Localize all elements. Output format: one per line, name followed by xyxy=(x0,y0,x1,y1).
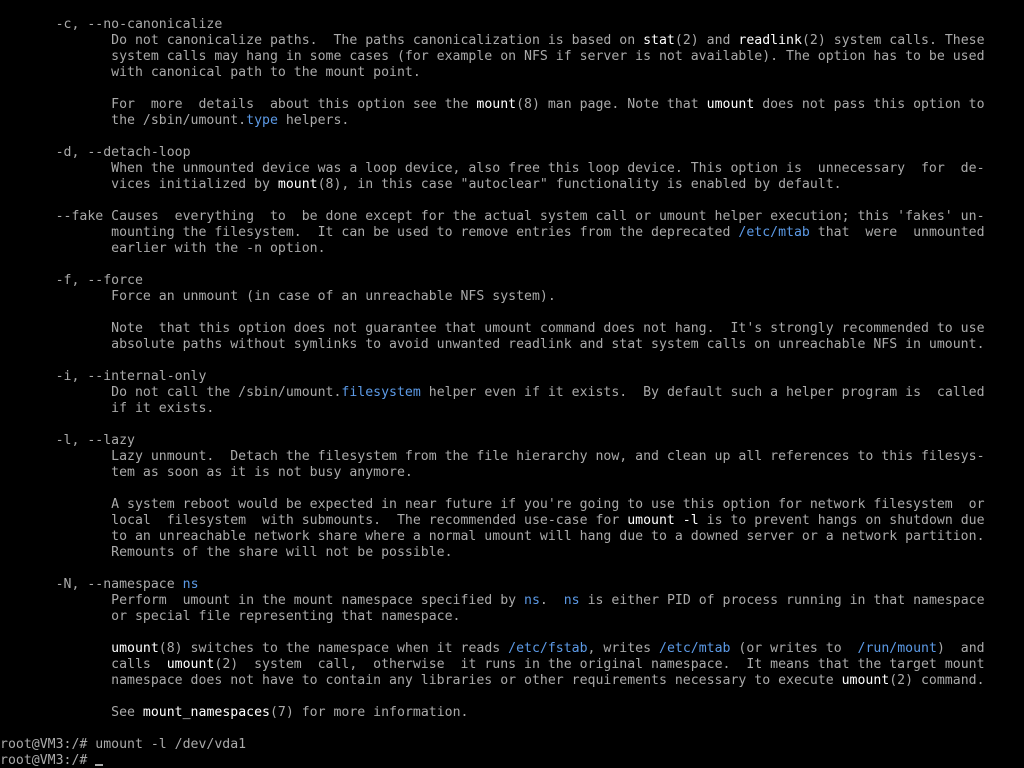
bold-text: umount xyxy=(706,97,755,112)
text-segment: root@VM3:/# umount -l /dev/vda1 xyxy=(0,737,247,752)
bold-text: mount xyxy=(476,97,517,112)
underlined-text: filesystem xyxy=(341,385,421,400)
bold-text: umount xyxy=(166,657,215,672)
text-segment: --fake Causes everything to be done except for the actual system call or umount helper execution; this 'fakes' un- xyxy=(0,209,985,224)
man-page-line xyxy=(0,113,985,129)
man-page-line xyxy=(0,33,985,49)
man-page-line xyxy=(0,593,985,609)
man-page-line xyxy=(0,81,985,97)
man-page-line xyxy=(0,257,985,273)
text-segment: if it exists. xyxy=(0,401,215,416)
man-page-line xyxy=(0,609,985,625)
man-page-line xyxy=(0,481,985,497)
text-cursor[interactable] xyxy=(95,764,103,766)
text-segment: (2) command. xyxy=(889,673,985,688)
bold-text: umount xyxy=(111,641,159,656)
shell-prompt-line xyxy=(0,753,985,768)
text-segment: to an unreachable network share where a normal umount will hang due to a downed server or a network partition. xyxy=(0,529,985,544)
text-segment: -d, --detach-loop xyxy=(0,145,191,160)
text-segment: (2) system calls. These xyxy=(801,33,985,48)
man-page-line xyxy=(0,225,985,241)
text-segment: Lazy unmount. Detach the filesystem from the file hierarchy now, and clean up all references to this filesys- xyxy=(0,449,985,464)
man-page-line xyxy=(0,49,985,65)
text-segment: Remounts of the share will not be possible. xyxy=(0,545,453,560)
man-page-line xyxy=(0,241,985,257)
text-segment: When the unmounted device was a loop device, also free this loop device. This option is unnecessary for de- xyxy=(0,161,985,176)
man-page-line xyxy=(0,145,985,161)
underlined-text: /run/mount xyxy=(857,641,937,656)
text-segment: namespace does not have to contain any libraries or other requirements necessary to execute xyxy=(0,673,842,688)
underlined-text: /etc/fstab xyxy=(508,641,588,656)
bold-text: mount xyxy=(277,177,318,192)
text-segment: -i, --internal-only xyxy=(0,369,207,384)
man-page-line xyxy=(0,97,985,113)
text-segment: -c, --no-canonicalize xyxy=(0,17,223,32)
text-segment: is either PID of process running in that namespace xyxy=(579,593,985,608)
man-page-line xyxy=(0,385,985,401)
text-segment: local filesystem with submounts. The recommended use-case for xyxy=(0,513,628,528)
text-segment: See xyxy=(0,705,143,720)
underlined-text: /etc/mtab xyxy=(659,641,731,656)
man-page-line xyxy=(0,289,985,305)
text-segment: Do not canonicalize paths. The paths canonicalization is based on xyxy=(0,33,644,48)
man-page-line xyxy=(0,513,985,529)
text-segment: Perform umount in the mount namespace specified by xyxy=(0,593,525,608)
text-segment: . xyxy=(539,593,564,608)
man-page-line xyxy=(0,625,985,641)
text-segment: absolute paths without symlinks to avoid unwanted readlink and stat system calls on unreachable NFS in umount. xyxy=(0,337,985,352)
man-page-line xyxy=(0,465,985,481)
terminal-screen xyxy=(0,17,985,768)
man-page-line xyxy=(0,161,985,177)
text-segment xyxy=(0,641,111,656)
text-segment: calls xyxy=(0,657,167,672)
man-page-line xyxy=(0,497,985,513)
man-page-line xyxy=(0,17,985,33)
text-segment: ) and xyxy=(936,641,985,656)
text-segment: Force an unmount (in case of an unreachable NFS system). xyxy=(0,289,556,304)
man-page-line xyxy=(0,657,985,673)
text-segment: (2) and xyxy=(674,33,739,48)
man-page-line xyxy=(0,529,985,545)
underlined-text: ns xyxy=(524,593,540,608)
man-page-line xyxy=(0,177,985,193)
text-segment: -N, --namespace xyxy=(0,577,183,592)
text-segment: (8) switches to the namespace when it reads xyxy=(158,641,509,656)
man-page-line xyxy=(0,209,985,225)
man-page-line xyxy=(0,561,985,577)
text-segment: system calls may hang in some cases (for example on NFS if server is not available). The option has to be used xyxy=(0,49,985,64)
text-segment: the /sbin/umount. xyxy=(0,113,247,128)
man-page-line xyxy=(0,369,985,385)
text-segment: , writes xyxy=(587,641,660,656)
man-page-line xyxy=(0,689,985,705)
text-segment: tem as soon as it is not busy anymore. xyxy=(0,465,413,480)
text-segment: For more details about this option see the xyxy=(0,97,477,112)
underlined-text: ns xyxy=(563,593,580,608)
text-segment: is to prevent hangs on shutdown due xyxy=(698,513,985,528)
man-page-line xyxy=(0,273,985,289)
underlined-text: /etc/mtab xyxy=(738,225,810,240)
shell-prompt-line xyxy=(0,737,985,753)
man-page-line xyxy=(0,449,985,465)
bold-text: stat xyxy=(643,33,675,48)
man-page-line xyxy=(0,673,985,689)
man-page-line xyxy=(0,721,985,737)
bold-text: umount xyxy=(841,673,890,688)
text-segment: or special file representing that namespace. xyxy=(0,609,461,624)
man-page-line xyxy=(0,321,985,337)
man-page-line xyxy=(0,433,985,449)
man-page-line xyxy=(0,641,985,657)
text-segment: -f, --force xyxy=(0,273,143,288)
man-page-line xyxy=(0,705,985,721)
man-page-line xyxy=(0,65,985,81)
man-page-line xyxy=(0,129,985,145)
man-page-line xyxy=(0,417,985,433)
man-page-line xyxy=(0,577,985,593)
underlined-text: type xyxy=(246,113,278,128)
man-page-line xyxy=(0,305,985,321)
man-page-line xyxy=(0,545,985,561)
text-segment: (7) for more information. xyxy=(269,705,469,720)
text-segment: helpers. xyxy=(277,113,350,128)
bold-text: umount -l xyxy=(627,513,699,528)
text-segment: Do not call the /sbin/umount. xyxy=(0,385,342,400)
text-segment: mounting the filesystem. It can be used to remove entries from the deprecated xyxy=(0,225,739,240)
man-page-line xyxy=(0,337,985,353)
text-segment: with canonical path to the mount point. xyxy=(0,65,421,80)
text-segment: (8) man page. Note that xyxy=(516,97,707,112)
text-segment: (8), in this case "autoclear" functionality is enabled by default. xyxy=(317,177,842,192)
text-segment: Note that this option does not guarantee that umount command does not hang. It's strongly recommended to use xyxy=(0,321,985,336)
man-page-line xyxy=(0,353,985,369)
text-segment: A system reboot would be expected in near future if you're going to use this option for network filesystem or xyxy=(0,497,985,512)
text-segment: vices initialized by xyxy=(0,177,278,192)
underlined-text: ns xyxy=(182,577,199,592)
man-page-line xyxy=(0,401,985,417)
text-segment: helper even if it exists. By default such a helper program is called xyxy=(420,385,985,400)
bold-text: mount_namespaces xyxy=(142,705,270,720)
text-segment: does not pass this option to xyxy=(754,97,985,112)
text-segment: (2) system call, otherwise it runs in the original namespace. It means that the target mount xyxy=(214,657,985,672)
text-segment: root@VM3:/# xyxy=(0,753,96,768)
man-page-line xyxy=(0,193,985,209)
text-segment: that were unmounted xyxy=(809,225,985,240)
text-segment: (or writes to xyxy=(730,641,858,656)
bold-text: readlink xyxy=(738,33,802,48)
text-segment: earlier with the -n option. xyxy=(0,241,326,256)
text-segment: -l, --lazy xyxy=(0,433,135,448)
